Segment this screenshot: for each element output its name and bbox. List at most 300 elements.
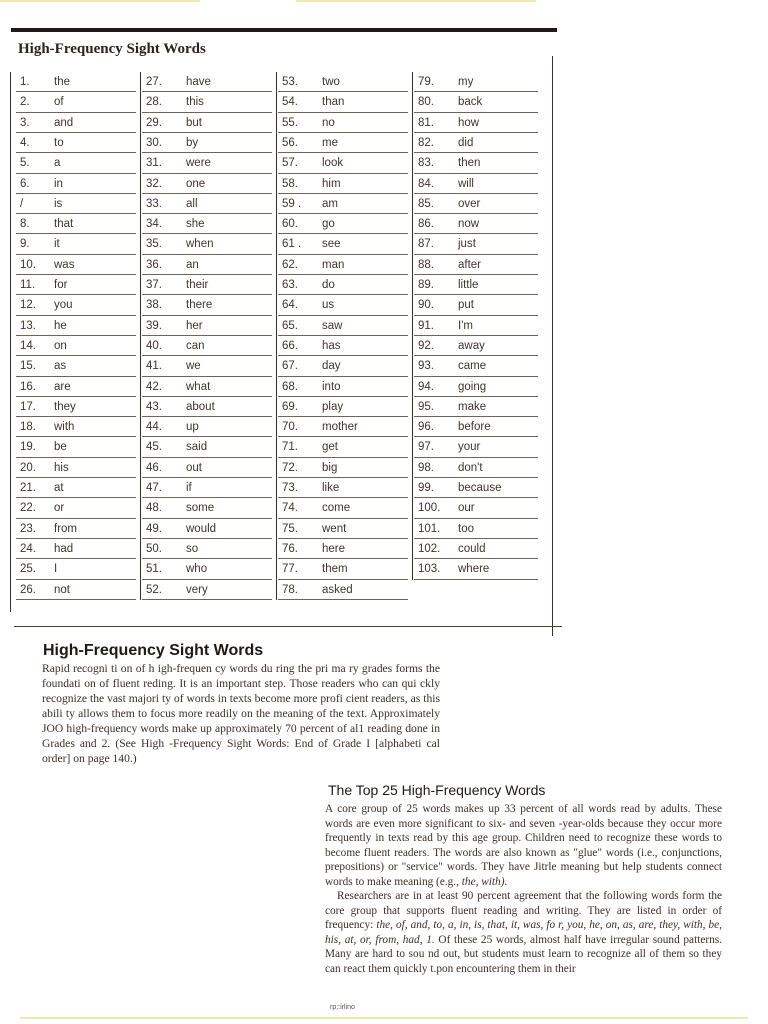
word-text: look [322, 157, 344, 170]
word-rank: 32. [146, 177, 162, 190]
word-text: came [458, 360, 487, 373]
highlight-strip-bottom [20, 1017, 748, 1019]
word-cell [142, 498, 276, 518]
word-cell [278, 417, 412, 437]
word-cell [16, 356, 140, 376]
word-cell [414, 153, 542, 173]
word-cell [16, 174, 140, 194]
word-rank: 98. [418, 461, 434, 474]
word-text: when [186, 238, 214, 251]
word-text: two [322, 76, 340, 88]
word-cell [414, 458, 542, 478]
word-rank: 9. [20, 238, 30, 251]
word-cell [142, 295, 276, 315]
word-cell [414, 92, 542, 112]
word-rank: 87. [418, 238, 434, 251]
word-rank: 100. [418, 502, 441, 515]
word-cell [142, 316, 276, 336]
word-text: his [54, 461, 69, 474]
word-rank: 2. [20, 96, 30, 109]
word-cell [278, 113, 412, 133]
word-cell [16, 275, 140, 295]
word-cell [142, 234, 276, 254]
word-text: her [186, 319, 203, 332]
word-text: me [322, 136, 338, 149]
word-rank: 56. [282, 136, 298, 149]
word-rank: 33. [146, 197, 162, 210]
word-cell [278, 255, 412, 275]
word-text: here [322, 542, 346, 555]
top25-paragraph-1 [325, 802, 722, 889]
top25-paragraph-2-end: Of these 25 words, almost half have irregular sound patterns. Many are hard to sou nd out, but students must learn to recognize all of them so they can react them quickly t.pon encountering them in their [325, 933, 722, 975]
word-text: up [186, 421, 199, 434]
word-text: have [186, 76, 211, 88]
word-cell [142, 194, 276, 214]
word-rank: 81. [418, 116, 434, 129]
word-text: did [458, 136, 474, 149]
row-divider [278, 599, 408, 600]
word-text: had [54, 542, 74, 555]
word-text: we [186, 360, 201, 373]
word-rank: 59 . [282, 197, 302, 210]
word-text: get [322, 441, 338, 454]
word-text: for [54, 279, 68, 291]
word-rank: 54. [282, 96, 298, 109]
word-cell [142, 397, 276, 417]
table-bottom-rule [14, 626, 562, 627]
word-text: us [322, 299, 335, 312]
word-text: one [186, 177, 206, 190]
word-rank: 15. [20, 360, 36, 373]
word-cell [16, 377, 140, 397]
word-text: I'm [458, 319, 473, 332]
table-title: High-Frequency Sight Words [18, 41, 206, 57]
word-rank: 48. [146, 502, 162, 515]
word-cell [142, 174, 276, 194]
word-cell [278, 194, 412, 214]
top25-body [325, 802, 722, 976]
word-rank: 51. [146, 563, 162, 576]
word-cell [142, 72, 276, 92]
word-text: went [322, 522, 347, 535]
table-left-border [10, 72, 11, 612]
word-text: very [186, 583, 208, 596]
word-rank: 83. [418, 157, 434, 170]
word-cell [16, 153, 140, 173]
word-rank: 12. [20, 299, 36, 312]
word-text: they [54, 400, 76, 413]
word-text: their [186, 279, 209, 291]
word-rank: 73. [282, 482, 298, 494]
word-cell [414, 275, 542, 295]
word-text: so [186, 542, 199, 555]
word-rank: / [20, 197, 24, 210]
word-cell [16, 255, 140, 275]
word-text: go [322, 218, 335, 231]
word-cell [142, 275, 276, 295]
word-rank: 72. [282, 461, 298, 474]
word-rank: 36. [146, 258, 162, 271]
word-cell [142, 336, 276, 356]
word-text: this [186, 96, 204, 109]
word-column-3 [278, 72, 412, 600]
word-rank: 39. [146, 319, 162, 332]
word-cell [142, 356, 276, 376]
word-rank: 38. [146, 299, 162, 312]
word-rank: 76. [282, 542, 298, 555]
word-text: would [186, 522, 217, 535]
word-text: there [186, 299, 213, 312]
word-rank: 45. [146, 441, 162, 454]
word-text: into [322, 380, 341, 393]
word-text: of [54, 96, 64, 109]
highlight-strip-top-right [296, 0, 536, 2]
word-cell [16, 478, 140, 498]
word-rank: 62. [282, 258, 298, 271]
example-words: the, with). [461, 875, 508, 888]
word-rank: 95. [418, 400, 434, 413]
word-text: I [54, 563, 58, 576]
word-text: make [458, 400, 487, 413]
word-cell [16, 336, 140, 356]
word-rank: 41. [146, 360, 162, 373]
word-rank: 99. [418, 482, 434, 494]
word-rank: 4. [20, 136, 30, 149]
word-rank: 71. [282, 441, 298, 454]
word-rank: 102. [418, 542, 441, 555]
word-cell [16, 214, 140, 234]
section-body: Rapid recogni ti on of h igh-frequen cy words du ring the pri ma ry grades forms the foundati on of fluent reding. It is an important step. Those readers who can qui ckly recognize the vast majori ty of words in texts become more profi cient readers, as this abili ty allows them to focus more readily on the meaning of the text. Approximately JOO high-frequency words make up approximately 70 percent of al1 reading done in Grades and 2. (See High -Frequency Sight Words: End of Grade I [alphabeti cal order] on page 140.) [42, 662, 440, 765]
word-cell [16, 133, 140, 153]
word-cell [142, 113, 276, 133]
column-divider-2 [276, 72, 277, 600]
word-rank: 19. [20, 441, 36, 454]
word-text: on [54, 339, 67, 352]
word-rank: 92. [418, 339, 434, 352]
word-text: him [322, 177, 341, 190]
word-rank: 67. [282, 360, 298, 373]
word-text: just [458, 238, 476, 251]
word-text: by [186, 136, 199, 149]
word-rank: 20. [20, 461, 36, 474]
word-cell [414, 214, 542, 234]
word-text: as [54, 360, 67, 373]
word-text: where [458, 563, 490, 576]
word-rank: 18. [20, 421, 36, 434]
top25-word-list: the, of, and, to, a, in, is, that, it, was, fo r, you, he, on, as, are, they, with, be, his, at, or, from, had, 1. [325, 919, 723, 946]
word-cell [278, 437, 412, 457]
word-text: the [54, 76, 70, 88]
word-cell [414, 498, 542, 518]
word-cell [278, 519, 412, 539]
word-rank: 69. [282, 400, 298, 413]
word-rank: 8. [20, 218, 30, 231]
word-text: and [54, 116, 74, 129]
word-text: am [322, 197, 338, 210]
word-cell [414, 437, 542, 457]
word-rank: 101. [418, 522, 441, 535]
word-cell [16, 397, 140, 417]
word-text: after [458, 258, 482, 271]
section-title: High-Frequency Sight Words [43, 642, 264, 659]
top25-title: The Top 25 High-Frequency Words [328, 782, 546, 798]
sight-words-table [16, 72, 544, 602]
word-text: saw [322, 319, 343, 332]
word-text: put [458, 299, 474, 312]
word-rank: 53. [282, 76, 298, 88]
word-cell [16, 113, 140, 133]
footer-note: rp;:irlino [330, 1004, 355, 1011]
word-cell [414, 234, 542, 254]
word-cell [414, 356, 542, 376]
word-text: from [54, 522, 77, 535]
word-cell [278, 559, 412, 579]
word-rank: 11. [20, 279, 36, 291]
word-text: man [322, 258, 345, 271]
word-rank: 1. [20, 76, 30, 88]
word-rank: 96. [418, 421, 434, 434]
word-rank: 43. [146, 400, 162, 413]
highlight-strip-top-left [0, 0, 200, 2]
word-rank: 34. [146, 218, 162, 231]
word-cell [414, 336, 542, 356]
word-text: going [458, 380, 487, 393]
word-cell [278, 498, 412, 518]
word-cell [278, 72, 412, 92]
word-cell [16, 519, 140, 539]
word-text: is [54, 197, 63, 210]
word-cell [142, 580, 276, 600]
top25-paragraph-2-start: Researchers are in at least 90 percent agreement that the following words form the core group that supports fluent reading and writing. They are listed in order of frequency: [325, 890, 722, 931]
word-cell [16, 498, 140, 518]
word-rank: 91. [418, 319, 434, 332]
word-cell [414, 539, 542, 559]
word-cell [414, 295, 542, 315]
row-divider [414, 579, 538, 580]
word-text: will [458, 177, 474, 190]
word-text: if [186, 482, 192, 494]
word-rank: 23. [20, 522, 36, 535]
word-text: to [54, 136, 64, 149]
word-cell [278, 580, 412, 600]
word-rank: 24. [20, 542, 36, 555]
word-rank: 88. [418, 258, 434, 271]
word-rank: 21. [20, 482, 36, 494]
word-rank: 77. [282, 563, 298, 576]
word-cell [142, 417, 276, 437]
word-cell [142, 133, 276, 153]
word-cell [278, 377, 412, 397]
word-rank: 49. [146, 522, 162, 535]
word-rank: 78. [282, 583, 298, 596]
word-rank: 82. [418, 136, 434, 149]
word-text: are [54, 380, 71, 393]
word-cell [414, 478, 542, 498]
word-rank: 13. [20, 319, 36, 332]
word-rank: 37. [146, 279, 162, 291]
word-cell [142, 153, 276, 173]
word-text: what [186, 380, 211, 393]
word-text: she [186, 218, 205, 231]
word-text: be [54, 441, 67, 454]
word-cell [142, 519, 276, 539]
word-text: that [54, 218, 74, 231]
word-cell [414, 113, 542, 133]
word-text: or [54, 502, 65, 515]
word-text: like [322, 482, 340, 494]
word-cell [278, 275, 412, 295]
column-divider-1 [140, 72, 141, 600]
row-divider [142, 599, 272, 600]
word-text: back [458, 96, 483, 109]
word-cell [16, 234, 140, 254]
word-text: all [186, 197, 198, 210]
word-text: can [186, 339, 205, 352]
word-rank: 74. [282, 502, 298, 515]
word-rank: 27. [146, 76, 162, 88]
word-cell [414, 559, 542, 579]
word-cell [278, 316, 412, 336]
word-rank: 47. [146, 482, 162, 494]
word-cell [16, 539, 140, 559]
column-divider-3 [412, 72, 413, 580]
word-text: some [186, 502, 215, 515]
word-cell [414, 316, 542, 336]
word-cell [278, 295, 412, 315]
word-cell [16, 458, 140, 478]
word-rank: 79. [418, 76, 434, 88]
word-rank: 29. [146, 116, 162, 129]
word-cell [414, 255, 542, 275]
word-cell [16, 92, 140, 112]
word-rank: 97. [418, 441, 434, 454]
word-rank: 42. [146, 380, 162, 393]
word-rank: 6. [20, 177, 30, 190]
top25-paragraph-1-text: A core group of 25 words makes up 33 percent of all words read by adults. These words are even more significant to six- and seven -year-olds because they occur more frequently in texts read by this age group. Children need to recognize these words to become fluent readers. The words are also known as "glue" words (i.e., conjunctions, prepositions) or "service" words. They have Jitrle meaning but help students connect words to make meaning (e.g., [325, 803, 722, 888]
word-text: with [54, 421, 75, 434]
word-cell [142, 478, 276, 498]
word-text: over [458, 197, 481, 210]
word-text: see [322, 238, 341, 251]
word-rank: 30. [146, 136, 162, 149]
word-rank: 64. [282, 299, 298, 312]
word-text: them [322, 563, 348, 576]
word-cell [16, 580, 140, 600]
word-cell [278, 214, 412, 234]
word-rank: 90. [418, 299, 434, 312]
word-text: could [458, 542, 486, 555]
word-cell [414, 194, 542, 214]
word-rank: 46. [146, 461, 162, 474]
top25-paragraph-2 [325, 889, 722, 976]
word-rank: 84. [418, 177, 434, 190]
word-rank: 10. [20, 258, 36, 271]
word-text: who [186, 563, 208, 576]
word-rank: 93. [418, 360, 434, 373]
word-text: a [54, 157, 61, 170]
word-rank: 52. [146, 583, 162, 596]
word-text: were [186, 157, 211, 170]
table-right-border [552, 56, 553, 636]
word-cell [414, 174, 542, 194]
word-text: do [322, 279, 335, 291]
word-text: play [322, 400, 344, 413]
word-text: too [458, 522, 474, 535]
word-rank: 5. [20, 157, 30, 170]
word-cell [16, 194, 140, 214]
word-column-2 [142, 72, 276, 600]
word-rank: 3. [20, 116, 30, 129]
word-rank: 26. [20, 583, 36, 596]
word-text: but [186, 116, 202, 129]
word-text: then [458, 157, 481, 170]
word-text: day [322, 360, 341, 373]
word-cell [142, 255, 276, 275]
word-cell [278, 336, 412, 356]
word-text: said [186, 441, 208, 454]
word-rank: 16. [20, 380, 36, 393]
word-text: than [322, 96, 345, 109]
word-text: before [458, 421, 491, 434]
word-text: now [458, 218, 480, 231]
top-rule [11, 28, 557, 32]
word-cell [278, 153, 412, 173]
word-rank: 55. [282, 116, 298, 129]
word-text: how [458, 116, 480, 129]
word-rank: 65. [282, 319, 298, 332]
word-text: my [458, 76, 474, 88]
word-rank: 25. [20, 563, 36, 576]
word-rank: 58. [282, 177, 298, 190]
word-text: has [322, 339, 341, 352]
word-cell [142, 559, 276, 579]
word-cell [414, 397, 542, 417]
word-text: because [458, 482, 502, 494]
word-text: an [186, 258, 199, 271]
word-text: it [54, 238, 60, 251]
word-text: about [186, 400, 215, 413]
word-cell [16, 295, 140, 315]
word-rank: 22. [20, 502, 36, 515]
word-rank: 85. [418, 197, 434, 210]
word-text: at [54, 482, 64, 494]
word-cell [414, 377, 542, 397]
word-cell [414, 133, 542, 153]
word-rank: 61 . [282, 238, 302, 251]
word-rank: 57. [282, 157, 298, 170]
word-rank: 35. [146, 238, 162, 251]
word-cell [142, 377, 276, 397]
word-rank: 70. [282, 421, 298, 434]
word-cell [16, 417, 140, 437]
word-column-1 [16, 72, 140, 600]
word-cell [16, 437, 140, 457]
word-text: not [54, 583, 70, 596]
row-divider [16, 599, 136, 600]
word-text: was [54, 258, 75, 271]
word-text: little [458, 279, 479, 291]
word-cell [278, 539, 412, 559]
word-text: you [54, 299, 73, 312]
word-rank: 44. [146, 421, 162, 434]
word-text: don't [458, 461, 483, 474]
word-text: big [322, 461, 338, 474]
word-rank: 80. [418, 96, 434, 109]
word-rank: 94. [418, 380, 434, 393]
word-rank: 40. [146, 339, 162, 352]
word-cell [142, 92, 276, 112]
word-cell [278, 478, 412, 498]
